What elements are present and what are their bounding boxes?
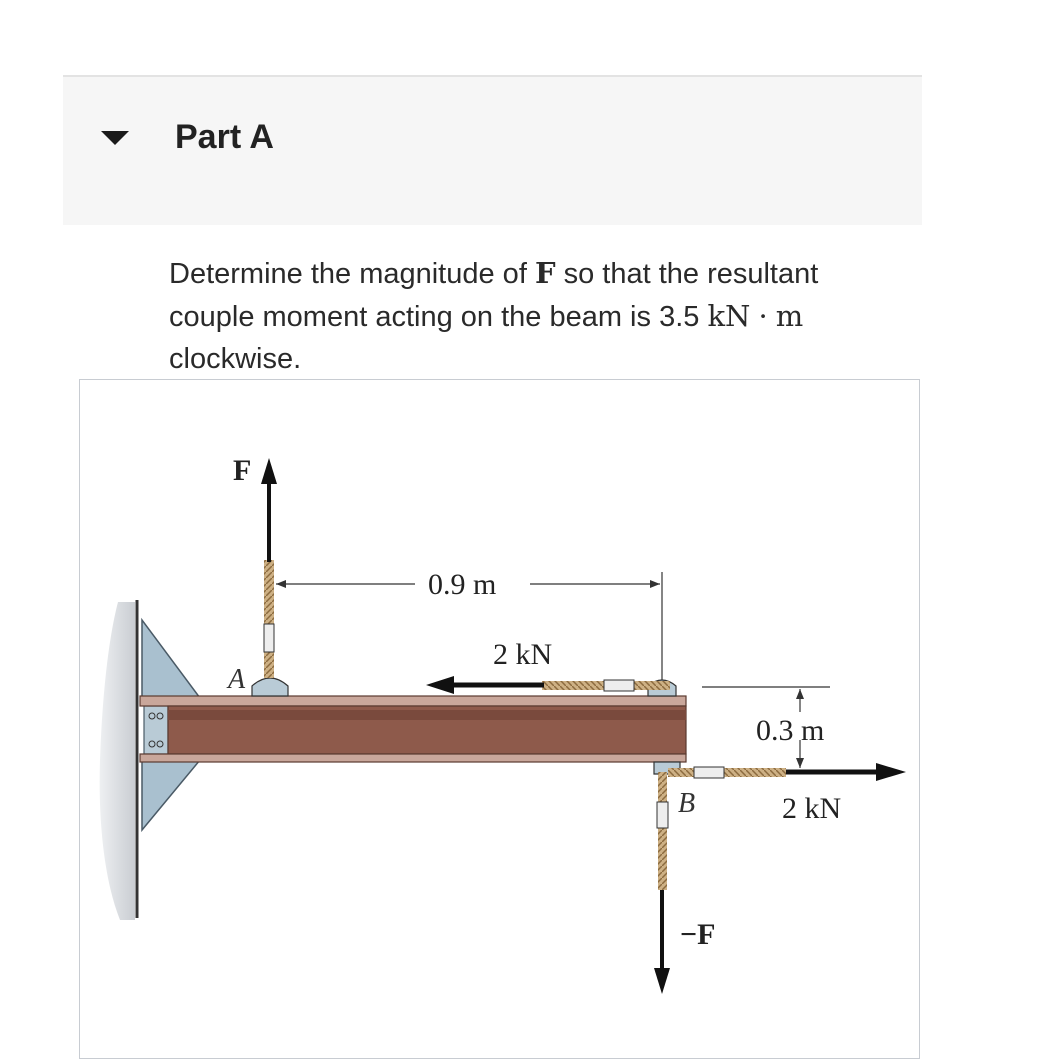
force-neg-f-arrowhead-icon <box>654 968 670 994</box>
dim-arrow-down-icon <box>796 758 804 768</box>
end-plate <box>144 706 168 754</box>
part-title[interactable]: Part A <box>175 118 274 156</box>
turnbuckle-bottom <box>694 767 724 778</box>
dim-arrow-right-icon <box>650 580 660 588</box>
beam-figure <box>79 379 920 1059</box>
question-text-before: Determine the magnitude of <box>169 258 535 290</box>
rope-a <box>264 560 274 678</box>
force-top-arrowhead-icon <box>426 676 454 694</box>
force-symbol: F <box>534 256 556 290</box>
label-f: F <box>233 454 252 487</box>
rope-bottom-horizontal <box>668 768 786 777</box>
turnbuckle-a <box>264 624 274 652</box>
unit-dot: · <box>758 299 768 333</box>
dim-arrow-up-icon <box>796 689 804 699</box>
force-bottom-label: 2 kN <box>782 792 842 825</box>
dim-vertical-label: 0.3 m <box>756 714 825 747</box>
turnbuckle-top <box>604 680 634 691</box>
beam-bottom-flange <box>140 754 686 762</box>
upper-bracket <box>142 620 200 698</box>
label-neg-f: −F <box>680 918 716 951</box>
force-f-arrowhead-icon <box>261 458 277 484</box>
wall <box>100 602 135 920</box>
question-text <box>169 252 909 380</box>
beam-diagram <box>80 380 921 1060</box>
label-a: A <box>228 664 246 695</box>
question-text-middle: so that the resultant couple moment acting on the beam is <box>169 258 819 333</box>
dim-horizontal-label: 0.9 m <box>428 568 497 601</box>
rope-bottom-vertical <box>658 772 667 890</box>
question-text-after: clockwise. <box>169 343 302 375</box>
lower-bracket <box>142 760 200 830</box>
beam-top-flange <box>140 696 686 706</box>
beam-web-shade <box>168 710 686 720</box>
moment-value: 3.5 <box>659 301 700 333</box>
turnbuckle-vertical <box>657 802 668 828</box>
unit-m: m <box>775 299 804 333</box>
force-bottom-arrowhead-icon <box>876 763 906 781</box>
label-b: B <box>678 788 696 819</box>
collapse-caret-icon[interactable] <box>101 131 129 145</box>
dim-arrow-left-icon <box>276 580 286 588</box>
unit-kn: kN <box>707 299 751 333</box>
lug-a <box>252 678 288 696</box>
force-top-label: 2 kN <box>493 638 553 671</box>
